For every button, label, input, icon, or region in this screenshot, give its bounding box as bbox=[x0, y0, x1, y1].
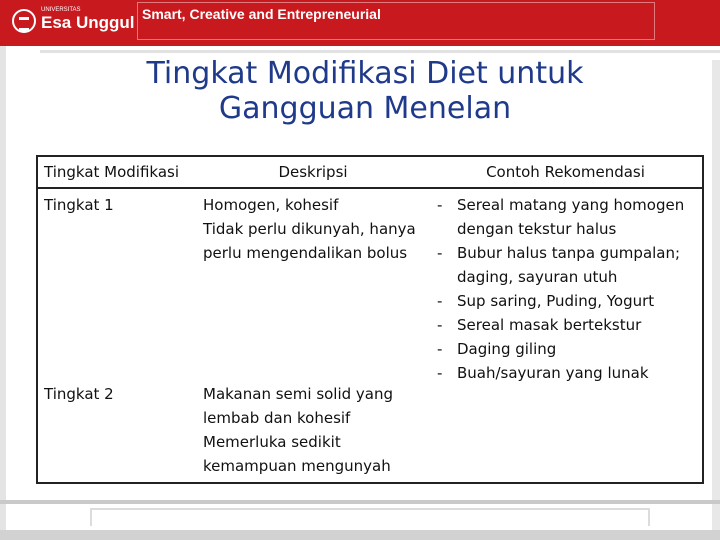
level-cell: Tingkat 2 bbox=[44, 385, 114, 403]
list-item: - Sup saring, Puding, Yogurt bbox=[457, 289, 696, 313]
list-item: - Daging giling bbox=[457, 337, 696, 361]
description-line: Memerluka sedikit kemampuan mengunyah bbox=[203, 433, 391, 475]
decor-right-bar bbox=[712, 60, 720, 540]
description-line: Homogen, kohesif bbox=[203, 196, 339, 214]
title-line-1: Tingkat Modifikasi Diet untuk bbox=[146, 56, 584, 91]
header-bar bbox=[0, 0, 720, 46]
logo-subtitle: UNIVERSITAS bbox=[41, 7, 81, 13]
level-cell: Tingkat 1 bbox=[44, 196, 114, 214]
slide-title bbox=[0, 56, 720, 126]
logo-emblem-icon bbox=[12, 9, 36, 33]
table-header-row bbox=[37, 156, 703, 188]
logo-text: Esa Unggul bbox=[41, 13, 135, 32]
description-line: Tidak perlu dikunyah, hanya perlu mengendalikan bolus bbox=[203, 220, 416, 262]
list-item: - Sereal masak bertekstur bbox=[457, 313, 696, 337]
list-item: - Sereal matang yang homogen dengan tekstur halus bbox=[457, 193, 696, 241]
title-line-2: Gangguan Menelan bbox=[218, 91, 512, 126]
list-item: - Bubur halus tanpa gumpalan; daging, sayuran utuh bbox=[457, 241, 696, 289]
diet-modification-table bbox=[36, 155, 704, 484]
description-cell bbox=[197, 188, 429, 378]
header-level: Tingkat Modifikasi bbox=[37, 156, 197, 188]
header-recommendation: Contoh Rekomendasi bbox=[429, 156, 703, 188]
description-line: Makanan semi solid yang lembab dan kohesif bbox=[203, 385, 394, 427]
tagline: Smart, Creative and Entrepreneurial bbox=[142, 6, 381, 22]
university-logo bbox=[12, 5, 135, 39]
table-row bbox=[37, 188, 703, 378]
header-description: Deskripsi bbox=[197, 156, 429, 188]
description-cell bbox=[197, 378, 429, 483]
list-item: - Buah/sayuran yang lunak bbox=[457, 361, 696, 385]
recommendation-list bbox=[435, 193, 696, 385]
recommendation-cell bbox=[429, 188, 703, 483]
footer-decor bbox=[0, 494, 720, 540]
decor-top-line bbox=[40, 50, 720, 53]
